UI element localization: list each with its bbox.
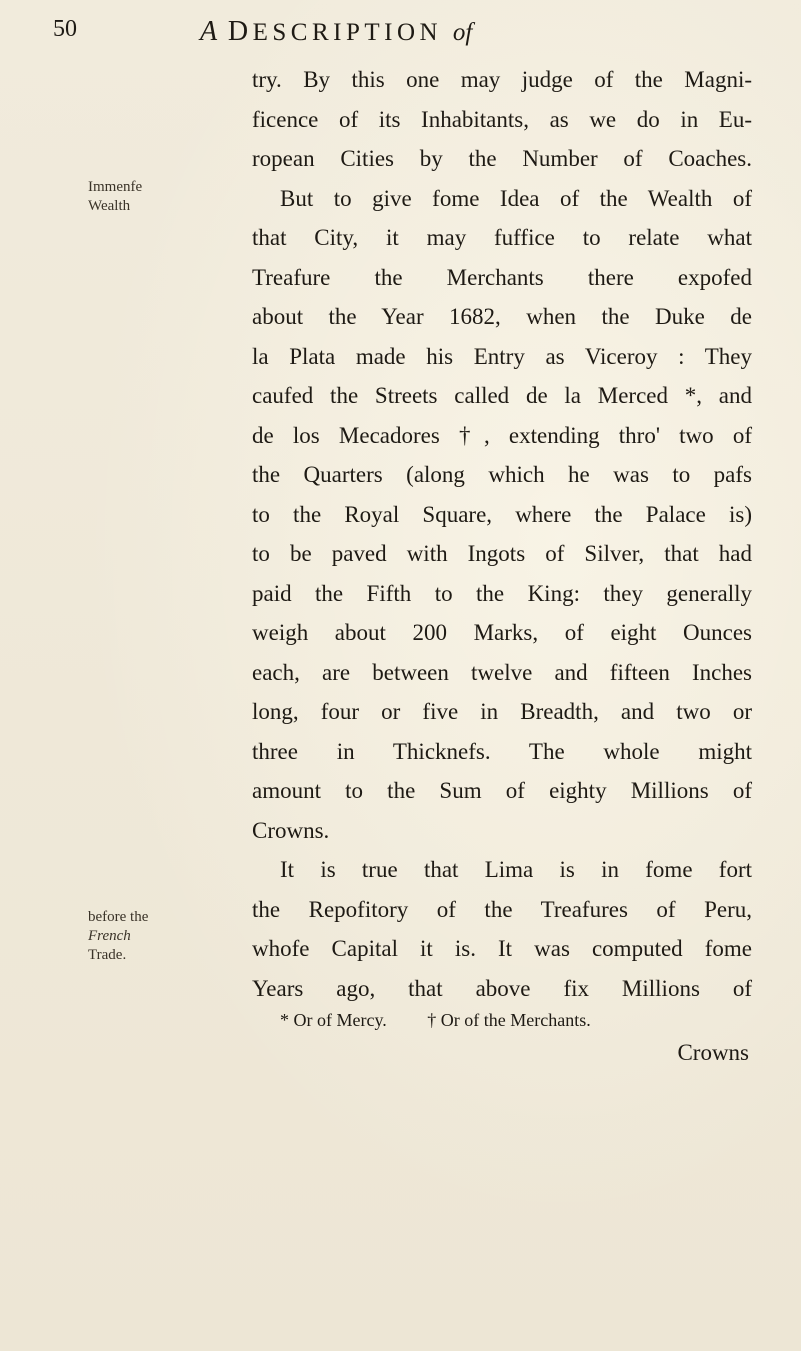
text-line: weigh about 200 Marks, of eight Ounces [252, 620, 752, 645]
catchword: Crowns [677, 1040, 749, 1065]
page-header [28, 16, 728, 56]
text-line: to the Royal Square, where the Palace is) [252, 501, 752, 527]
text-line: But to give fome Idea of the Wealth of [280, 185, 752, 211]
footnotes [280, 1010, 750, 1031]
footnote-mercy: * Or of Mercy. [280, 1010, 387, 1030]
text-line: try. By this one may judge of the Magni- [252, 67, 752, 92]
text-line: paid the Fifth to the King: they generally [252, 580, 752, 606]
text-line: three in Thicknefs. The whole might [252, 738, 752, 764]
text-line: amount to the Sum of eighty Millions of [252, 778, 752, 803]
text-line: each, are between twelve and fifteen Inches [252, 659, 752, 685]
text-line: the Quarters (along which he was to pafs [252, 462, 752, 487]
margin-note-immense-wealth: Immenfe Wealth [88, 179, 143, 214]
text-line: to be paved with Ingots of Silver, that had [252, 541, 752, 566]
text-line: the Repofitory of the Treafures of Peru, [252, 896, 752, 922]
running-head: A DESCRIPTION of [200, 16, 473, 47]
text-line: long, four or five in Breadth, and two or [252, 699, 752, 724]
text-line: ropean Cities by the Number of Coaches. [252, 146, 752, 171]
text-line: la Plata made his Entry as Viceroy : They [252, 343, 752, 369]
text-line: caufed the Streets called de la Merced *, and [252, 383, 752, 408]
text-line: Years ago, that above fix Millions of [252, 975, 752, 1001]
text-line: whofe Capital it is. It was computed fome [252, 936, 752, 961]
footnote-merchants: † Or of the Merchants. [427, 1010, 591, 1030]
body-text [252, 60, 752, 1008]
text-line: Crowns. [252, 817, 330, 843]
margin-note-french-trade: before the French Trade. [88, 909, 149, 963]
text-line: about the Year 1682, when the Duke de [252, 304, 752, 329]
text-line: de los Mecadores †, extending thro' two of [252, 422, 752, 448]
text-line: It is true that Lima is in fome fort [280, 857, 752, 882]
text-line: Treafure the Merchants there expofed [252, 264, 752, 290]
page-number: 50 [53, 16, 77, 42]
text-line: that City, it may fuffice to relate what [252, 225, 752, 250]
text-line: ficence of its Inhabitants, as we do in Eu- [252, 106, 752, 132]
